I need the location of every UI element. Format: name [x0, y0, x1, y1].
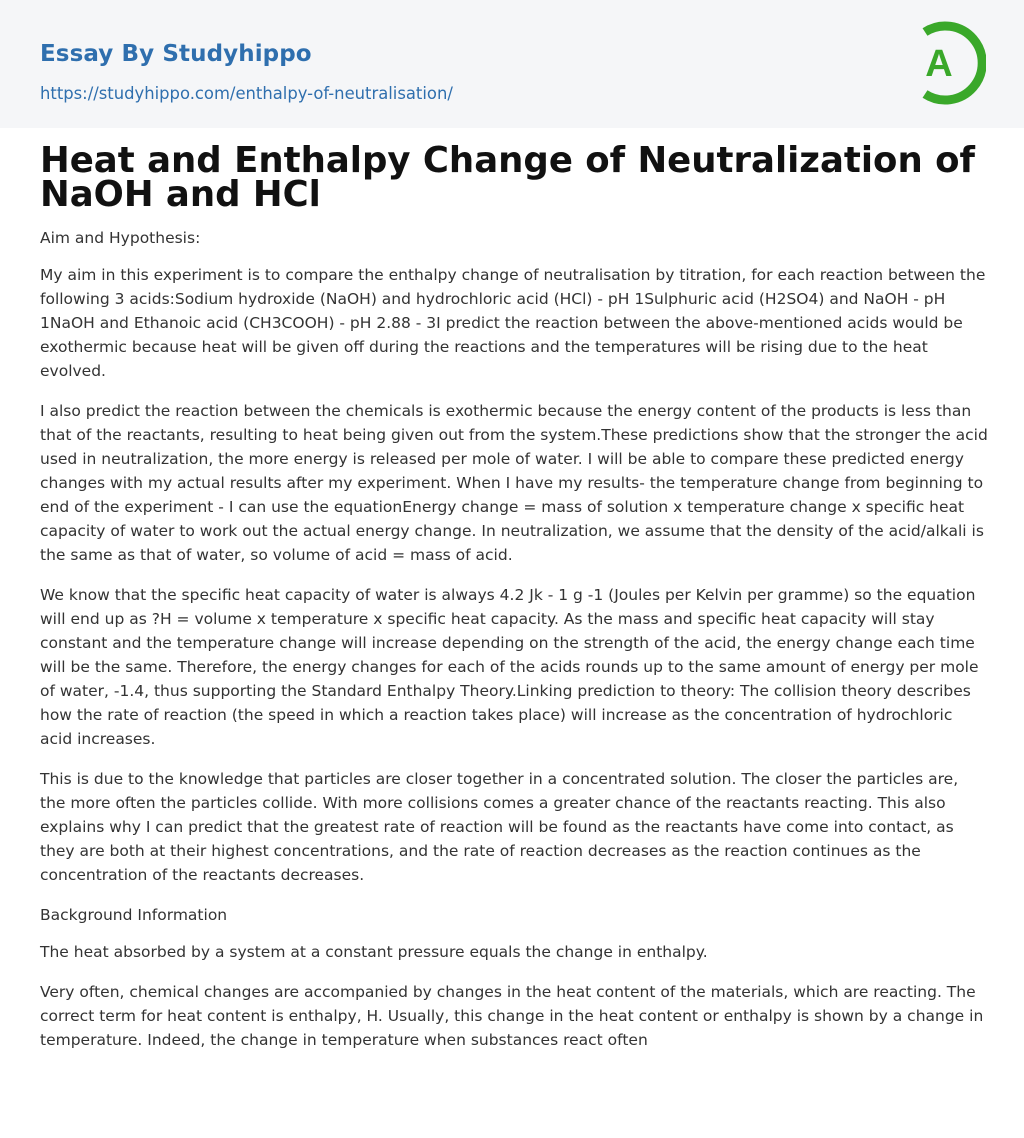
paragraph: I also predict the reaction between the chemicals is exothermic because the energy content of the products is less than that of the reactants, resulting to heat being given out from the system.These predictions show that the stronger the acid used in neutralization, the more energy is released per mole of water. I will be able to compare these predicted energy changes with my actual results after my experiment. When I have my results- the temperature change from beginning to end of the experiment - I can use the equationEnergy change = mass of solution x temperature change x specific heat capacity of water to work out the actual energy change. In neutralization, we assume that the density of the acid/alkali is the same as that of water, so volume of acid = mass of acid. — [40, 402, 988, 564]
paragraph: The heat absorbed by a system at a constant pressure equals the change in enthalpy. — [40, 943, 708, 961]
studyhippo-logo-icon[interactable] — [896, 18, 986, 108]
paragraph: We know that the specific heat capacity of water is always 4.2 Jk - 1 g -1 (Joules per Kelvin per gramme) so the equation will end up as ?H = volume x temperature x specific heat capacity. As the mass and specific heat capacity will stay constant and the temperature change will increase depending on the strength of the acid, the energy change each time will be the same. Therefore, the energy changes for each of the acids rounds up to the same amount of energy per mole of water, -1.4, thus supporting the Standard Enthalpy Theory.Linking prediction to theory: The collision theory describes how the rate of reaction (the speed in which a reaction takes place) will increase as the concentration of hydrochloric acid increases. — [40, 586, 979, 748]
brand-title[interactable]: Essay By Studyhippo — [40, 41, 312, 67]
source-url-link[interactable]: https://studyhippo.com/enthalpy-of-neutralisation/ — [40, 84, 453, 103]
paragraph: Very often, chemical changes are accompanied by changes in the heat content of the materials, which are reacting. The correct term for heat content is enthalpy, H. Usually, this change in the heat content or enthalpy is shown by a change in temperature. Indeed, the change in temperature when substances react often — [40, 983, 984, 1049]
paragraph: My aim in this experiment is to compare the enthalpy change of neutralisation by titration, for each reaction between the following 3 acids:Sodium hydroxide (NaOH) and hydrochloric acid (HCl) - pH 1Sulphuric acid (H2SO4) and NaOH - pH 1NaOH and Ethanoic acid (CH3COOH) - pH 2.88 - 3I predict the reaction between the above-mentioned acids would be exothermic because heat will be given off during the reactions and the temperatures will be rising due to the heat evolved. — [40, 266, 986, 380]
article-body — [40, 140, 988, 1068]
logo-letter: A — [925, 43, 953, 85]
paragraph: This is due to the knowledge that particles are closer together in a concentrated solution. The closer the particles are, the more often the particles collide. With more collisions comes a greater chance of the reactants reacting. This also explains why I can predict that the greatest rate of reaction will be found as the reactants have come into contact, as they are both at their highest concentrations, and the rate of reaction decreases as the reaction continues as the concentration of the reactants decreases. — [40, 770, 959, 884]
site-header — [0, 0, 1024, 128]
section-heading-aim: Aim and Hypothesis: — [40, 229, 201, 247]
page-title: Heat and Enthalpy Change of Neutralization of NaOH and HCl — [40, 140, 975, 215]
section-heading-background: Background Information — [40, 906, 228, 924]
